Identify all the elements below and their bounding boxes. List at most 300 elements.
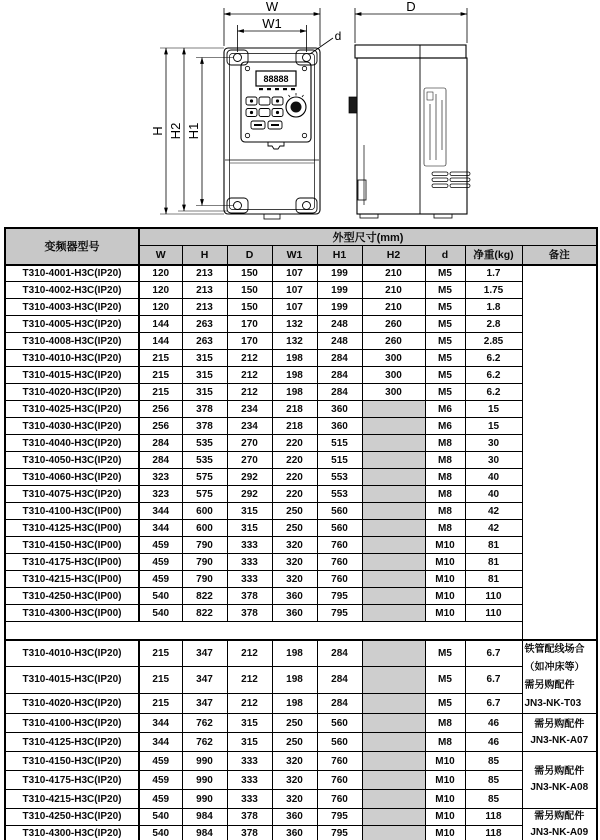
table-row	[5, 752, 597, 771]
dim-value-cell: 320	[272, 771, 317, 790]
dim-value-cell: 760	[317, 752, 362, 771]
model-cell: T310-4215-H3C(IP20)	[5, 790, 139, 809]
dim-value-cell: 300	[362, 384, 425, 401]
dim-value-cell: M10	[425, 771, 465, 790]
dim-value-cell: 292	[227, 469, 272, 486]
dim-value-cell	[362, 825, 425, 840]
model-cell: T310-4100-H3C(IP20)	[5, 714, 139, 733]
dim-value-cell: 260	[362, 316, 425, 333]
dim-value-cell: 284	[317, 367, 362, 384]
dim-value-cell: 378	[182, 401, 227, 418]
dim-value-cell: 198	[272, 693, 317, 713]
dim-value-cell: 984	[182, 809, 227, 826]
dim-value-cell: 250	[272, 733, 317, 752]
table-row	[5, 486, 597, 503]
dim-value-cell: 760	[317, 571, 362, 588]
dim-value-cell: 170	[227, 333, 272, 350]
table-row	[5, 316, 597, 333]
dim-value-cell: 315	[227, 733, 272, 752]
dim-value-cell: 220	[272, 435, 317, 452]
dim-value-cell: M8	[425, 452, 465, 469]
dim-value-cell: 347	[182, 693, 227, 713]
dim-value-cell: 218	[272, 418, 317, 435]
model-cell: T310-4050-H3C(IP20)	[5, 452, 139, 469]
dim-value-cell: 315	[227, 503, 272, 520]
dim-value-cell: 320	[272, 790, 317, 809]
dim-value-cell: 378	[227, 588, 272, 605]
dim-value-cell: 256	[139, 418, 182, 435]
dim-value-cell	[362, 537, 425, 554]
dim-value-cell: 553	[317, 469, 362, 486]
dim-value-cell: 107	[272, 265, 317, 282]
dim-value-cell: M5	[425, 299, 465, 316]
model-cell: T310-4175-H3C(IP00)	[5, 554, 139, 571]
dim-value-cell: 344	[139, 503, 182, 520]
model-cell: T310-4300-H3C(IP00)	[5, 605, 139, 622]
dim-value-cell: 212	[227, 350, 272, 367]
dim-value-cell: 85	[465, 790, 522, 809]
terminal-block	[349, 97, 357, 113]
dim-value-cell: 459	[139, 537, 182, 554]
dim-value-cell: 323	[139, 486, 182, 503]
dim-value-cell: 199	[317, 265, 362, 282]
dim-value-cell	[362, 771, 425, 790]
dim-value-cell	[362, 571, 425, 588]
dim-value-cell	[362, 605, 425, 622]
dim-value-cell: 333	[227, 790, 272, 809]
table-row	[5, 714, 597, 733]
model-cell: T310-4125-H3C(IP00)	[5, 520, 139, 537]
dim-value-cell: 40	[465, 469, 522, 486]
dim-value-cell: 790	[182, 537, 227, 554]
dim-value-cell: 150	[227, 282, 272, 299]
dim-value-cell: M8	[425, 733, 465, 752]
dim-value-cell: 360	[317, 401, 362, 418]
dim-value-cell: 212	[227, 384, 272, 401]
side-view-dimensions	[355, 0, 467, 43]
table-row	[5, 790, 597, 809]
remark-line: 需另购配件	[534, 718, 585, 730]
dim-value-cell: 378	[227, 825, 272, 840]
dim-value-cell: 144	[139, 316, 182, 333]
col-header-W1: W1	[272, 246, 317, 265]
dim-value-cell: 347	[182, 640, 227, 666]
dim-value-cell: 795	[317, 588, 362, 605]
dim-value-cell: M8	[425, 503, 465, 520]
dim-value-cell	[362, 666, 425, 693]
dim-label-depth: D	[406, 0, 416, 14]
dim-value-cell: 553	[317, 486, 362, 503]
dim-value-cell: 284	[317, 350, 362, 367]
dim-value-cell: 198	[272, 350, 317, 367]
dim-value-cell: M5	[425, 640, 465, 666]
table-row	[5, 693, 597, 713]
model-cell: T310-4010-H3C(IP20)	[5, 350, 139, 367]
dim-value-cell: 248	[317, 316, 362, 333]
table-row	[5, 825, 597, 840]
remark-line: 需另购配件	[524, 680, 575, 691]
dim-value-cell: 110	[465, 588, 522, 605]
dim-value-cell: 315	[227, 714, 272, 733]
spacer-cell	[5, 622, 522, 641]
keypad-connector	[268, 142, 284, 149]
dim-value-cell: 760	[317, 790, 362, 809]
dim-value-cell: 118	[465, 825, 522, 840]
dim-value-cell: M10	[425, 825, 465, 840]
dim-value-cell: M10	[425, 537, 465, 554]
dim-value-cell: 315	[182, 350, 227, 367]
table-row	[5, 809, 597, 826]
model-cell: T310-4250-H3C(IP00)	[5, 588, 139, 605]
table-row	[5, 520, 597, 537]
model-cell: T310-4003-H3C(IP20)	[5, 299, 139, 316]
dim-value-cell: 344	[139, 520, 182, 537]
dim-value-cell: 215	[139, 384, 182, 401]
dim-value-cell: 762	[182, 733, 227, 752]
dim-value-cell: 107	[272, 299, 317, 316]
dim-value-cell: M5	[425, 367, 465, 384]
col-header-H1: H1	[317, 246, 362, 265]
dim-value-cell: M6	[425, 401, 465, 418]
remark-line: JN3-NK-A07	[530, 734, 589, 746]
dim-label-h1: H1	[186, 122, 201, 140]
dim-value-cell: 540	[139, 825, 182, 840]
keypad-buttons	[246, 97, 283, 129]
dim-value-cell: 320	[272, 752, 317, 771]
dim-value-cell: 459	[139, 571, 182, 588]
dim-value-cell: 199	[317, 282, 362, 299]
dim-value-cell: 2.85	[465, 333, 522, 350]
dim-value-cell: 575	[182, 486, 227, 503]
dim-value-cell: 292	[227, 486, 272, 503]
model-cell: T310-4015-H3C(IP20)	[5, 666, 139, 693]
dim-value-cell: 213	[182, 282, 227, 299]
dim-value-cell: 132	[272, 333, 317, 350]
dim-value-cell: 250	[272, 714, 317, 733]
mount-hole-tr	[303, 54, 311, 62]
dim-value-cell: 250	[272, 520, 317, 537]
table-row	[5, 733, 597, 752]
dim-value-cell: 215	[139, 640, 182, 666]
dim-value-cell: 323	[139, 469, 182, 486]
dim-value-cell: 220	[272, 486, 317, 503]
dim-value-cell: 760	[317, 771, 362, 790]
mount-hole-bl	[234, 202, 242, 210]
dim-value-cell: M10	[425, 809, 465, 826]
table-row	[5, 554, 597, 571]
dim-value-cell	[362, 520, 425, 537]
model-cell: T310-4150-H3C(IP00)	[5, 537, 139, 554]
dim-value-cell: 284	[317, 640, 362, 666]
col-header-W: W	[139, 246, 182, 265]
model-cell: T310-4125-H3C(IP20)	[5, 733, 139, 752]
table-row	[5, 333, 597, 350]
dim-value-cell: M10	[425, 790, 465, 809]
dim-value-cell	[362, 790, 425, 809]
dim-value-cell: 270	[227, 452, 272, 469]
dim-value-cell	[362, 486, 425, 503]
dim-value-cell: 1.75	[465, 282, 522, 299]
remark-line: JN3-NK-A08	[530, 782, 589, 793]
dim-value-cell: 263	[182, 333, 227, 350]
front-view	[224, 48, 320, 219]
remark-cell	[522, 752, 597, 809]
dim-value-cell: 515	[317, 435, 362, 452]
dim-value-cell: 212	[227, 666, 272, 693]
dim-value-cell: 560	[317, 733, 362, 752]
remark-cell-empty	[522, 265, 597, 641]
dim-value-cell: 822	[182, 605, 227, 622]
dim-value-cell: 284	[317, 693, 362, 713]
mount-hole-br	[303, 202, 311, 210]
col-header-净重(kg): 净重(kg)	[465, 246, 522, 265]
dim-value-cell: 120	[139, 282, 182, 299]
dim-value-cell: 333	[227, 571, 272, 588]
side-view	[349, 45, 470, 218]
dim-value-cell	[362, 554, 425, 571]
dim-value-cell: 284	[317, 666, 362, 693]
dim-label-w1: W1	[262, 16, 282, 31]
dim-value-cell: 150	[227, 265, 272, 282]
dim-value-cell	[362, 714, 425, 733]
dim-value-cell: 85	[465, 752, 522, 771]
dim-value-cell	[362, 418, 425, 435]
dim-value-cell: 260	[362, 333, 425, 350]
dim-value-cell: 248	[317, 333, 362, 350]
dim-value-cell: 790	[182, 554, 227, 571]
remark-cell	[522, 714, 597, 752]
dim-value-cell: 215	[139, 666, 182, 693]
dim-value-cell	[362, 809, 425, 826]
dim-value-cell: 170	[227, 316, 272, 333]
remark-line: 需另购配件	[534, 811, 585, 822]
dim-label-h: H	[150, 126, 165, 136]
dim-value-cell: 150	[227, 299, 272, 316]
table-row	[5, 571, 597, 588]
dim-value-cell	[362, 401, 425, 418]
dim-value-cell: 320	[272, 537, 317, 554]
dim-value-cell: 300	[362, 350, 425, 367]
dim-value-cell: 284	[139, 435, 182, 452]
dim-value-cell: 81	[465, 554, 522, 571]
table-row	[5, 452, 597, 469]
model-cell: T310-4300-H3C(IP20)	[5, 825, 139, 840]
model-cell: T310-4020-H3C(IP20)	[5, 693, 139, 713]
dim-value-cell: 344	[139, 733, 182, 752]
model-cell: T310-4100-H3C(IP00)	[5, 503, 139, 520]
dim-value-cell: 795	[317, 809, 362, 826]
dim-value-cell: 132	[272, 316, 317, 333]
dim-value-cell: 215	[139, 350, 182, 367]
dim-value-cell: M8	[425, 486, 465, 503]
dim-value-cell: 220	[272, 452, 317, 469]
dim-value-cell: 333	[227, 752, 272, 771]
model-cell: T310-4250-H3C(IP20)	[5, 809, 139, 826]
dim-value-cell: 198	[272, 640, 317, 666]
dim-value-cell: 378	[227, 605, 272, 622]
table-row	[5, 771, 597, 790]
table-row	[5, 605, 597, 622]
dim-value-cell: 212	[227, 640, 272, 666]
dim-value-cell	[362, 640, 425, 666]
dim-value-cell: 360	[272, 809, 317, 826]
dim-value-cell: 320	[272, 571, 317, 588]
dim-value-cell: 15	[465, 418, 522, 435]
dim-value-cell: 81	[465, 571, 522, 588]
table-row	[5, 299, 597, 316]
dim-value-cell: 990	[182, 790, 227, 809]
dim-value-cell: 1.7	[465, 265, 522, 282]
dim-value-cell: 600	[182, 503, 227, 520]
dim-value-cell: M10	[425, 752, 465, 771]
dim-value-cell: 333	[227, 554, 272, 571]
table-row	[5, 666, 597, 693]
dim-value-cell: 215	[139, 367, 182, 384]
dim-value-cell: 234	[227, 418, 272, 435]
potentiometer-knob	[286, 93, 306, 117]
dim-value-cell: 198	[272, 666, 317, 693]
dim-value-cell	[362, 733, 425, 752]
dim-value-cell: 210	[362, 265, 425, 282]
vent-grille	[432, 172, 470, 188]
dim-value-cell: 198	[272, 367, 317, 384]
model-cell: T310-4215-H3C(IP00)	[5, 571, 139, 588]
dim-value-cell: 6.7	[465, 693, 522, 713]
dim-value-cell: 6.2	[465, 384, 522, 401]
dim-label-d-hole: d	[334, 29, 342, 43]
dim-value-cell: 212	[227, 693, 272, 713]
dim-value-cell: 535	[182, 452, 227, 469]
dim-value-cell: 320	[272, 554, 317, 571]
dim-value-cell: 795	[317, 605, 362, 622]
remark-line: JN3-NK-A09	[530, 827, 589, 838]
remark-line: （如冲床等）	[524, 662, 585, 673]
table-row	[5, 282, 597, 299]
table-row	[5, 265, 597, 282]
dim-value-cell: 459	[139, 790, 182, 809]
dimension-drawing	[0, 0, 600, 227]
dim-value-cell	[362, 469, 425, 486]
table-row	[5, 588, 597, 605]
dim-value-cell: M5	[425, 265, 465, 282]
model-cell: T310-4030-H3C(IP20)	[5, 418, 139, 435]
col-header-model: 变频器型号	[5, 228, 139, 265]
dim-value-cell: 284	[317, 384, 362, 401]
table-row	[5, 418, 597, 435]
dim-value-cell: 984	[182, 825, 227, 840]
dim-value-cell: 218	[272, 401, 317, 418]
dim-value-cell: 144	[139, 333, 182, 350]
model-cell: T310-4010-H3C(IP20)	[5, 640, 139, 666]
model-cell: T310-4001-H3C(IP20)	[5, 265, 139, 282]
dim-value-cell: M8	[425, 520, 465, 537]
model-cell: T310-4020-H3C(IP20)	[5, 384, 139, 401]
dim-value-cell: 459	[139, 752, 182, 771]
dim-value-cell: 378	[227, 809, 272, 826]
dim-value-cell: 40	[465, 486, 522, 503]
dim-value-cell: 2.8	[465, 316, 522, 333]
dim-value-cell: 215	[139, 693, 182, 713]
dim-value-cell: 560	[317, 714, 362, 733]
dim-value-cell: M5	[425, 316, 465, 333]
model-cell: T310-4015-H3C(IP20)	[5, 367, 139, 384]
dim-value-cell: 515	[317, 452, 362, 469]
dim-value-cell: 46	[465, 733, 522, 752]
dim-value-cell: 118	[465, 809, 522, 826]
dim-value-cell: 30	[465, 435, 522, 452]
model-cell: T310-4002-H3C(IP20)	[5, 282, 139, 299]
dimensions-table	[4, 227, 598, 840]
model-cell: T310-4008-H3C(IP20)	[5, 333, 139, 350]
dim-value-cell: 212	[227, 367, 272, 384]
dim-value-cell: 540	[139, 809, 182, 826]
dim-value-cell: 1.8	[465, 299, 522, 316]
dim-value-cell	[362, 693, 425, 713]
table-row	[5, 367, 597, 384]
col-header-H2: H2	[362, 246, 425, 265]
dim-value-cell: M5	[425, 666, 465, 693]
table-row	[5, 469, 597, 486]
col-header-H: H	[182, 246, 227, 265]
dim-value-cell: 459	[139, 771, 182, 790]
header-row-group	[5, 228, 597, 246]
dim-value-cell: 42	[465, 520, 522, 537]
remark-line: JN3-NK-T03	[524, 698, 582, 709]
dim-value-cell: 360	[272, 605, 317, 622]
table-row	[5, 503, 597, 520]
table-row	[5, 384, 597, 401]
dim-value-cell: 6.2	[465, 367, 522, 384]
model-cell: T310-4025-H3C(IP20)	[5, 401, 139, 418]
dim-value-cell: M5	[425, 333, 465, 350]
col-header-D: D	[227, 246, 272, 265]
dim-value-cell: 360	[272, 825, 317, 840]
section-spacer-row	[5, 622, 597, 641]
dim-value-cell: 795	[317, 825, 362, 840]
remark-line: 需另购配件	[534, 766, 585, 777]
model-cell: T310-4075-H3C(IP20)	[5, 486, 139, 503]
dim-value-cell: M10	[425, 588, 465, 605]
dim-value-cell: 300	[362, 367, 425, 384]
dim-value-cell: 790	[182, 571, 227, 588]
dim-value-cell: 85	[465, 771, 522, 790]
dim-value-cell: M8	[425, 469, 465, 486]
dim-value-cell: 822	[182, 588, 227, 605]
model-cell: T310-4060-H3C(IP20)	[5, 469, 139, 486]
remark-cell	[522, 809, 597, 840]
dim-value-cell: 600	[182, 520, 227, 537]
keypad-panel	[241, 62, 311, 149]
col-header-dims-group: 外型尺寸(mm)	[139, 228, 597, 246]
dim-value-cell: M10	[425, 605, 465, 622]
dim-value-cell: 762	[182, 714, 227, 733]
model-cell: T310-4175-H3C(IP20)	[5, 771, 139, 790]
dim-value-cell: 315	[182, 384, 227, 401]
dim-value-cell: 540	[139, 605, 182, 622]
dim-value-cell: 198	[272, 384, 317, 401]
dim-label-w: W	[265, 0, 279, 14]
dim-value-cell	[362, 588, 425, 605]
dim-value-cell: 250	[272, 503, 317, 520]
dim-value-cell: 315	[227, 520, 272, 537]
dim-value-cell: 360	[272, 588, 317, 605]
dim-value-cell: M5	[425, 350, 465, 367]
dim-value-cell: 210	[362, 282, 425, 299]
dim-value-cell: 333	[227, 771, 272, 790]
dim-value-cell: 378	[182, 418, 227, 435]
dim-value-cell: M8	[425, 714, 465, 733]
dim-value-cell	[362, 752, 425, 771]
